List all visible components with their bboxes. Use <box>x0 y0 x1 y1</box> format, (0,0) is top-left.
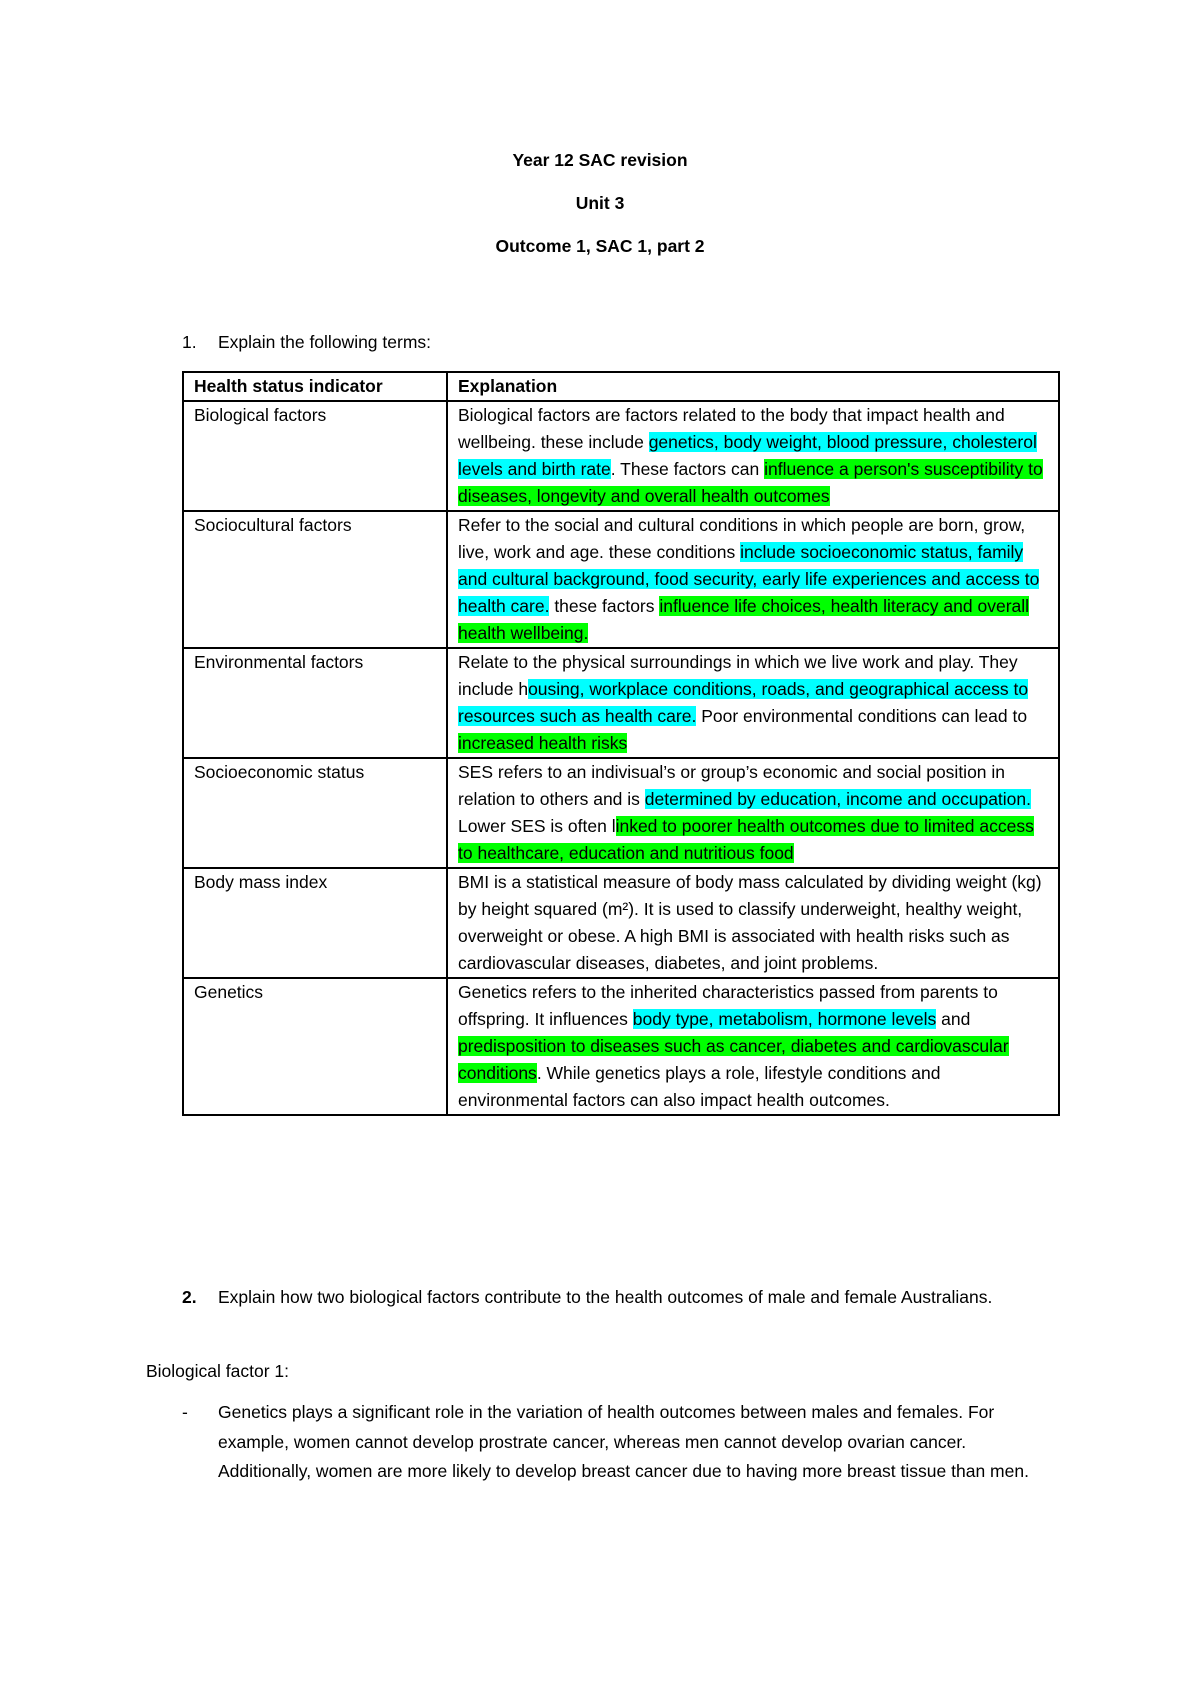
question-1-text: Explain the following terms: <box>218 332 432 352</box>
biological-factor-1-label: Biological factor 1: <box>146 1361 289 1381</box>
highlight-green: inked to poorer health outcomes due to limited access to healthcare, education and nutritious food <box>458 816 1034 863</box>
explanation-cell <box>447 868 1059 978</box>
explanation-cell <box>447 758 1059 868</box>
table-row <box>183 511 1059 648</box>
bullet-dash: - <box>182 1402 188 1422</box>
explanation-text: BMI is a statistical measure of body mass calculated by dividing weight (kg) by height squared (m²). It is used to classify underweight, healthy weight, overweight or obese. A high BMI is associated with health risks such as cardiovascular diseases, diabetes, and joint problems. <box>458 872 1042 973</box>
term-cell: Environmental factors <box>183 648 447 758</box>
explanation-text: Relate to the physical surroundings in which we live work and play. They include h <box>458 652 1018 699</box>
explanation-text: Lower SES is often l <box>458 816 616 836</box>
table-row <box>183 648 1059 758</box>
explanation-text: Poor environmental conditions can lead to <box>696 706 1028 726</box>
unit-heading: Unit 3 <box>575 193 625 213</box>
highlight-green: influence life choices, health literacy and overall health wellbeing. <box>458 596 1030 643</box>
biological-factor-1-text: Genetics plays a significant role in the variation of health outcomes between males and females. For example, women cannot develop prostrate cancer, whereas men cannot develop ovarian cancer. Additionally, women are more likely to develop breast cancer due to having more breast tissue than men. <box>218 1402 1029 1481</box>
highlight-cyan: genetics, body weight, blood pressure, cholesterol levels and birth rate <box>458 432 1037 479</box>
question-2-text: Explain how two biological factors contribute to the health outcomes of male and female Australians. <box>218 1287 993 1307</box>
term-cell: Biological factors <box>183 401 447 511</box>
table-row <box>183 868 1059 978</box>
question-2-number: 2. <box>182 1287 197 1307</box>
explanation-text: Genetics refers to the inherited characteristics passed from parents to offspring. It influences <box>458 982 998 1029</box>
highlight-cyan: body type, metabolism, hormone levels <box>632 1009 937 1029</box>
highlight-cyan: determined by education, income and occupation. <box>644 789 1032 809</box>
explanation-text: these factors <box>549 596 660 616</box>
column-header-indicator: Health status indicator <box>183 372 447 401</box>
highlight-green: increased health risks <box>458 733 628 753</box>
explanation-text: and <box>936 1009 971 1029</box>
question-1-number: 1. <box>182 332 197 352</box>
table-row <box>183 401 1059 511</box>
outcome-heading: Outcome 1, SAC 1, part 2 <box>495 236 705 256</box>
explanation-cell <box>447 648 1059 758</box>
highlight-green: predisposition to diseases such as cancer, diabetes and cardiovascular conditions <box>458 1036 1009 1083</box>
terms-table <box>182 371 1060 1116</box>
table-row <box>183 758 1059 868</box>
highlight-green: influence a person's susceptibility to diseases, longevity and overall health outcomes <box>458 459 1043 506</box>
term-cell: Body mass index <box>183 868 447 978</box>
document-title: Year 12 SAC revision <box>512 150 688 170</box>
explanation-text: Biological factors are factors related to the body that impact health and wellbeing. these include <box>458 405 1005 452</box>
highlight-cyan: include socioeconomic status, family and cultural background, food security, early life experiences and access to health care. <box>458 542 1040 616</box>
highlight-cyan: ousing, workplace conditions, roads, and geographical access to resources such as health care. <box>458 679 1029 726</box>
term-cell: Socioeconomic status <box>183 758 447 868</box>
terms-table-body <box>183 401 1059 1115</box>
explanation-cell <box>447 511 1059 648</box>
explanation-text: Refer to the social and cultural conditions in which people are born, grow, live, work and age. these conditions <box>458 515 1026 562</box>
explanation-text: . These factors can <box>610 459 765 479</box>
explanation-text: . While genetics plays a role, lifestyle conditions and environmental factors can also impact health outcomes. <box>458 1063 941 1110</box>
column-header-explanation: Explanation <box>447 372 1059 401</box>
explanation-cell <box>447 401 1059 511</box>
explanation-text: SES refers to an indivisual’s or group’s economic and social position in relation to others and is <box>458 762 1006 809</box>
explanation-cell <box>447 978 1059 1115</box>
table-row <box>183 978 1059 1115</box>
term-cell: Sociocultural factors <box>183 511 447 648</box>
table-header-row <box>183 372 1059 401</box>
term-cell: Genetics <box>183 978 447 1115</box>
